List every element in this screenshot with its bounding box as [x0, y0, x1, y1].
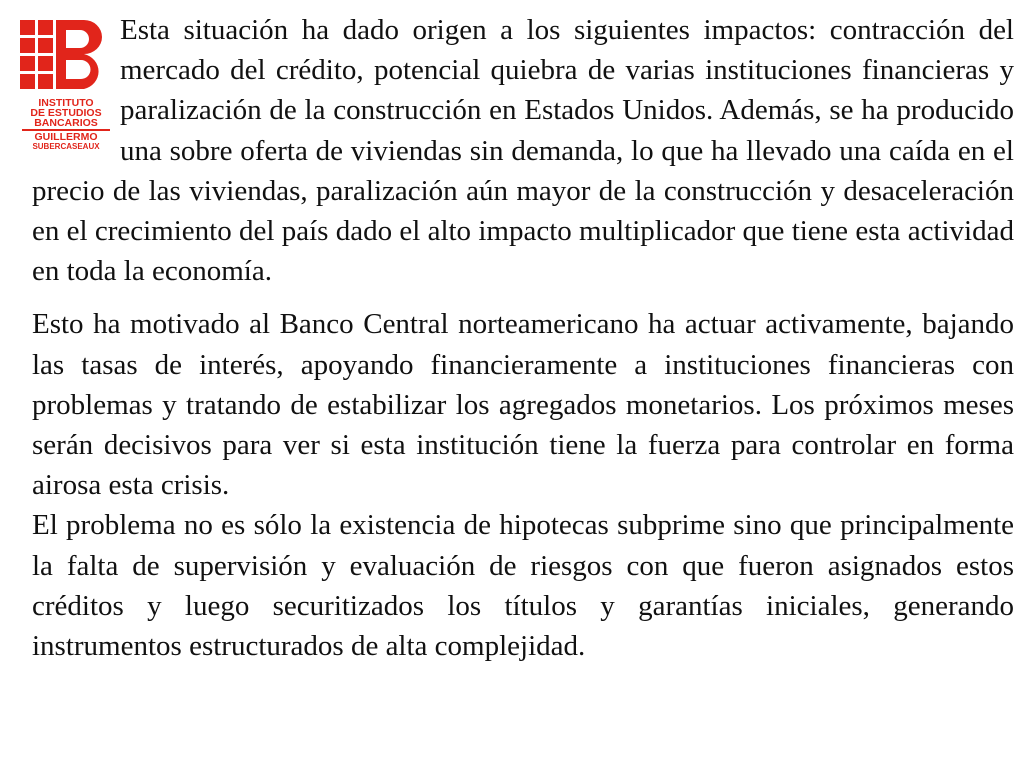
logo-line-5: SUBERCASEAUX — [32, 141, 100, 151]
paragraph-2: Esto ha motivado al Banco Central norteamericano ha actuar activamente, bajando las tasas de interés, apoyando financieramente a instituciones financieras con problemas y tratando de estabilizar los agregados monetarios. Los próximos meses serán decisivos para ver si esta institución tiene la fuerza para controlar en forma airosa esta crisis. — [32, 308, 1014, 502]
paragraph-1: Esta situación ha dado origen a los siguientes impactos: contracción del mercado del crédito, potencial quiebra de varias instituciones financieras y paralización de la construcción en Estados Unidos. Además, se ha producido una sobre oferta de viviendas sin demanda, lo que ha llevado una caída en el precio de las viviendas, paralización aún mayor de la construcción y desaceleración en el crecimiento del país dado el alto impacto multiplicador que tiene esta actividad en toda la economía. — [32, 14, 1014, 288]
logo-line-3: BANCARIOS — [34, 117, 98, 129]
paragraph-3: El problema no es sólo la existencia de hipotecas subprime sino que principalmente la falta de supervisión y evaluación de riesgos con que fueron asignados estos créditos y luego securitizados los títulos y garantías iniciales, generando instrumentos estructurados de alta complejidad. — [32, 509, 1014, 663]
document-body — [32, 10, 1014, 666]
logo-line-1: INSTITUTO — [38, 97, 94, 109]
logo-spacer — [32, 10, 120, 168]
logo-line-4: GUILLERMO — [34, 130, 98, 143]
logo-line-2: DE ESTUDIOS — [30, 107, 102, 119]
